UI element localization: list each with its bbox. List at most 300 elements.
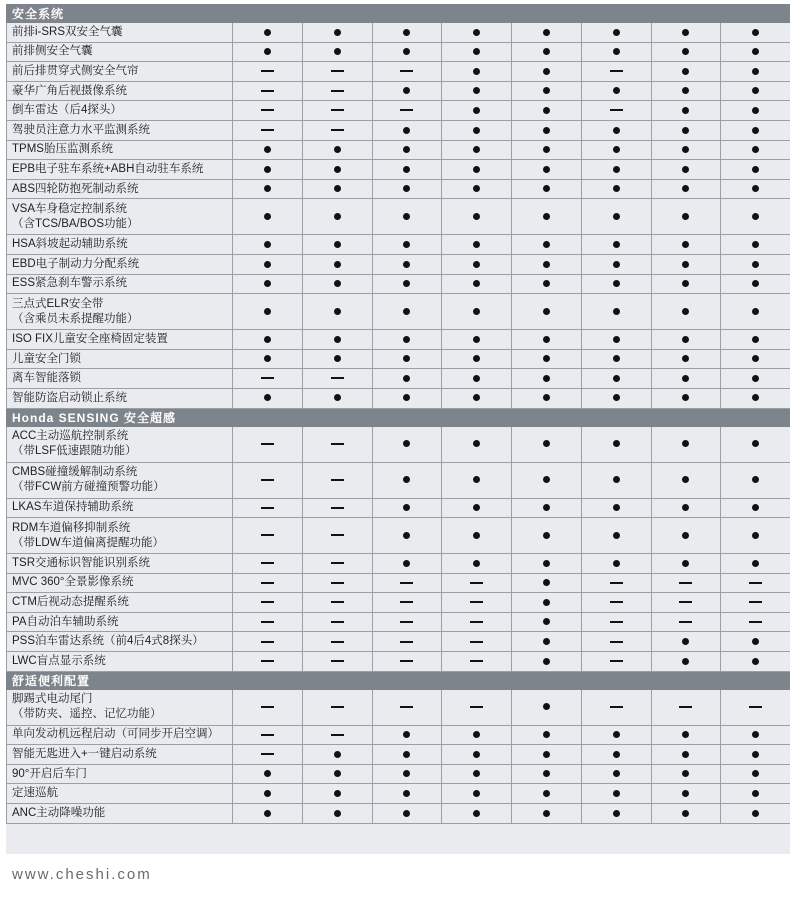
- standard-dot-icon: [473, 107, 480, 114]
- feature-name: [7, 330, 233, 350]
- not-available-dash-icon: [261, 534, 274, 536]
- trim-cell: [302, 23, 372, 43]
- spec-table: [6, 4, 790, 824]
- trim-cell: [233, 81, 303, 101]
- feature-name: [7, 652, 233, 672]
- feature-row: [7, 199, 791, 235]
- trim-cell: [302, 784, 372, 804]
- trim-cell: [302, 274, 372, 294]
- section-header: [7, 5, 791, 23]
- trim-cell: [442, 62, 512, 82]
- not-available-dash-icon: [331, 109, 344, 111]
- standard-dot-icon: [543, 560, 550, 567]
- trim-cell: [651, 23, 721, 43]
- feature-name-line: HSA斜坡起动辅助系统: [12, 238, 128, 251]
- trim-cell: [721, 160, 790, 180]
- feature-name: [7, 120, 233, 140]
- standard-dot-icon: [613, 770, 620, 777]
- trim-cell: [233, 426, 303, 462]
- standard-dot-icon: [334, 770, 341, 777]
- trim-cell: [372, 235, 442, 255]
- standard-dot-icon: [613, 166, 620, 173]
- feature-row: [7, 140, 791, 160]
- trim-cell: [302, 179, 372, 199]
- not-available-dash-icon: [331, 621, 344, 623]
- standard-dot-icon: [403, 751, 410, 758]
- standard-dot-icon: [264, 185, 271, 192]
- trim-cell: [651, 632, 721, 652]
- feature-row: [7, 725, 791, 745]
- standard-dot-icon: [752, 375, 759, 382]
- trim-cell: [721, 330, 790, 350]
- trim-cell: [581, 120, 651, 140]
- standard-dot-icon: [473, 731, 480, 738]
- feature-name: [7, 235, 233, 255]
- standard-dot-icon: [543, 29, 550, 36]
- standard-dot-icon: [682, 87, 689, 94]
- feature-name: [7, 23, 233, 43]
- trim-cell: [442, 652, 512, 672]
- standard-dot-icon: [264, 166, 271, 173]
- standard-dot-icon: [752, 87, 759, 94]
- not-available-dash-icon: [610, 706, 623, 708]
- trim-cell: [302, 349, 372, 369]
- standard-dot-icon: [403, 185, 410, 192]
- feature-name-line: LWC盲点显示系统: [12, 654, 106, 667]
- trim-cell: [372, 593, 442, 613]
- trim-cell: [302, 235, 372, 255]
- trim-cell: [302, 573, 372, 593]
- standard-dot-icon: [682, 336, 689, 343]
- feature-name-line: PSS泊车雷达系统（前4后4式8探头）: [12, 635, 204, 648]
- trim-cell: [721, 349, 790, 369]
- trim-cell: [372, 573, 442, 593]
- trim-cell: [372, 784, 442, 804]
- trim-cell: [512, 518, 582, 554]
- standard-dot-icon: [334, 308, 341, 315]
- not-available-dash-icon: [610, 70, 623, 72]
- feature-name-line: （带防夹、遥控、记忆功能）: [12, 708, 162, 721]
- trim-cell: [302, 554, 372, 574]
- trim-cell: [651, 652, 721, 672]
- not-available-dash-icon: [261, 90, 274, 92]
- standard-dot-icon: [613, 336, 620, 343]
- trim-cell: [721, 462, 790, 498]
- trim-cell: [651, 62, 721, 82]
- feature-name: [7, 426, 233, 462]
- standard-dot-icon: [473, 213, 480, 220]
- not-available-dash-icon: [331, 129, 344, 131]
- trim-cell: [721, 120, 790, 140]
- standard-dot-icon: [613, 731, 620, 738]
- trim-cell: [442, 764, 512, 784]
- trim-cell: [233, 42, 303, 62]
- trim-cell: [372, 426, 442, 462]
- standard-dot-icon: [752, 638, 759, 645]
- standard-dot-icon: [264, 280, 271, 287]
- trim-cell: [651, 518, 721, 554]
- trim-cell: [372, 254, 442, 274]
- trim-cell: [651, 101, 721, 121]
- feature-row: [7, 593, 791, 613]
- trim-cell: [651, 689, 721, 725]
- standard-dot-icon: [403, 336, 410, 343]
- not-available-dash-icon: [749, 601, 762, 603]
- trim-cell: [372, 23, 442, 43]
- standard-dot-icon: [752, 560, 759, 567]
- trim-cell: [372, 764, 442, 784]
- standard-dot-icon: [752, 440, 759, 447]
- trim-cell: [512, 101, 582, 121]
- trim-cell: [721, 689, 790, 725]
- trim-cell: [721, 593, 790, 613]
- trim-cell: [372, 294, 442, 330]
- not-available-dash-icon: [331, 377, 344, 379]
- trim-cell: [302, 632, 372, 652]
- trim-cell: [651, 554, 721, 574]
- feature-name-line: 前后排贯穿式侧安全气帘: [12, 64, 139, 77]
- trim-cell: [512, 612, 582, 632]
- feature-name: [7, 179, 233, 199]
- standard-dot-icon: [473, 394, 480, 401]
- standard-dot-icon: [752, 261, 759, 268]
- trim-cell: [442, 462, 512, 498]
- trim-cell: [651, 274, 721, 294]
- trim-cell: [233, 573, 303, 593]
- standard-dot-icon: [403, 308, 410, 315]
- standard-dot-icon: [473, 810, 480, 817]
- trim-cell: [721, 179, 790, 199]
- trim-cell: [721, 804, 790, 824]
- trim-cell: [512, 573, 582, 593]
- standard-dot-icon: [752, 770, 759, 777]
- standard-dot-icon: [403, 127, 410, 134]
- standard-dot-icon: [473, 68, 480, 75]
- trim-cell: [651, 294, 721, 330]
- trim-cell: [442, 179, 512, 199]
- trim-cell: [581, 498, 651, 518]
- not-available-dash-icon: [331, 443, 344, 445]
- trim-cell: [651, 593, 721, 613]
- trim-cell: [233, 120, 303, 140]
- not-available-dash-icon: [261, 582, 274, 584]
- trim-cell: [302, 254, 372, 274]
- standard-dot-icon: [543, 48, 550, 55]
- trim-cell: [512, 498, 582, 518]
- trim-cell: [442, 593, 512, 613]
- standard-dot-icon: [613, 375, 620, 382]
- not-available-dash-icon: [610, 641, 623, 643]
- standard-dot-icon: [543, 261, 550, 268]
- standard-dot-icon: [543, 146, 550, 153]
- standard-dot-icon: [613, 440, 620, 447]
- standard-dot-icon: [473, 336, 480, 343]
- trim-cell: [721, 23, 790, 43]
- standard-dot-icon: [473, 532, 480, 539]
- trim-cell: [651, 745, 721, 765]
- standard-dot-icon: [752, 790, 759, 797]
- standard-dot-icon: [682, 29, 689, 36]
- trim-cell: [651, 42, 721, 62]
- feature-name-line: 定速巡航: [12, 787, 58, 800]
- feature-row: [7, 294, 791, 330]
- not-available-dash-icon: [400, 641, 413, 643]
- feature-row: [7, 120, 791, 140]
- feature-name: [7, 498, 233, 518]
- feature-name: [7, 294, 233, 330]
- trim-cell: [581, 462, 651, 498]
- not-available-dash-icon: [331, 534, 344, 536]
- standard-dot-icon: [682, 790, 689, 797]
- trim-cell: [233, 294, 303, 330]
- feature-name-line: 离车智能落锁: [12, 372, 81, 385]
- standard-dot-icon: [334, 751, 341, 758]
- trim-cell: [581, 369, 651, 389]
- standard-dot-icon: [264, 29, 271, 36]
- trim-cell: [302, 42, 372, 62]
- feature-name-line: CMBS碰撞缓解制动系统: [12, 466, 138, 478]
- standard-dot-icon: [403, 280, 410, 287]
- standard-dot-icon: [752, 213, 759, 220]
- standard-dot-icon: [752, 107, 759, 114]
- trim-cell: [581, 632, 651, 652]
- trim-cell: [581, 764, 651, 784]
- feature-row: [7, 369, 791, 389]
- standard-dot-icon: [264, 790, 271, 797]
- not-available-dash-icon: [400, 601, 413, 603]
- trim-cell: [721, 498, 790, 518]
- not-available-dash-icon: [331, 479, 344, 481]
- trim-cell: [372, 612, 442, 632]
- feature-name-line: EBD电子制动力分配系统: [12, 257, 140, 270]
- trim-cell: [651, 784, 721, 804]
- feature-name: [7, 140, 233, 160]
- standard-dot-icon: [473, 261, 480, 268]
- feature-row: [7, 426, 791, 462]
- trim-cell: [721, 294, 790, 330]
- standard-dot-icon: [543, 703, 550, 710]
- feature-row: [7, 518, 791, 554]
- standard-dot-icon: [543, 241, 550, 248]
- trim-cell: [233, 784, 303, 804]
- trim-cell: [651, 179, 721, 199]
- section-title: Honda SENSING 安全超感: [7, 408, 791, 426]
- feature-name: [7, 101, 233, 121]
- trim-cell: [302, 160, 372, 180]
- feature-name: [7, 725, 233, 745]
- trim-cell: [233, 160, 303, 180]
- standard-dot-icon: [682, 166, 689, 173]
- standard-dot-icon: [682, 770, 689, 777]
- trim-cell: [372, 518, 442, 554]
- feature-name-line: 三点式ELR安全带: [12, 297, 104, 310]
- spec-sheet: [6, 4, 790, 854]
- standard-dot-icon: [682, 394, 689, 401]
- standard-dot-icon: [543, 810, 550, 817]
- feature-name-line: 豪华广角后视摄像系统: [12, 84, 127, 97]
- trim-cell: [651, 160, 721, 180]
- feature-name-line: 前排i-SRS双安全气囊: [12, 25, 123, 38]
- standard-dot-icon: [543, 440, 550, 447]
- standard-dot-icon: [682, 560, 689, 567]
- standard-dot-icon: [403, 560, 410, 567]
- standard-dot-icon: [334, 29, 341, 36]
- feature-name-line: 儿童安全门锁: [12, 352, 81, 365]
- trim-cell: [512, 62, 582, 82]
- trim-cell: [581, 294, 651, 330]
- standard-dot-icon: [613, 504, 620, 511]
- not-available-dash-icon: [261, 129, 274, 131]
- trim-cell: [512, 369, 582, 389]
- not-available-dash-icon: [261, 377, 274, 379]
- feature-name: [7, 42, 233, 62]
- trim-cell: [372, 179, 442, 199]
- feature-name: [7, 254, 233, 274]
- standard-dot-icon: [613, 29, 620, 36]
- not-available-dash-icon: [331, 562, 344, 564]
- trim-cell: [372, 462, 442, 498]
- standard-dot-icon: [403, 213, 410, 220]
- feature-name: [7, 81, 233, 101]
- standard-dot-icon: [264, 261, 271, 268]
- standard-dot-icon: [682, 280, 689, 287]
- feature-name-line: 智能防盗启动锁止系统: [12, 391, 127, 404]
- trim-cell: [442, 23, 512, 43]
- trim-cell: [721, 254, 790, 274]
- trim-cell: [372, 689, 442, 725]
- not-available-dash-icon: [261, 479, 274, 481]
- standard-dot-icon: [543, 790, 550, 797]
- trim-cell: [512, 745, 582, 765]
- trim-cell: [442, 518, 512, 554]
- trim-cell: [442, 254, 512, 274]
- trim-cell: [651, 254, 721, 274]
- standard-dot-icon: [682, 658, 689, 665]
- trim-cell: [581, 573, 651, 593]
- standard-dot-icon: [752, 532, 759, 539]
- feature-name: [7, 745, 233, 765]
- trim-cell: [721, 554, 790, 574]
- trim-cell: [233, 612, 303, 632]
- trim-cell: [233, 632, 303, 652]
- trim-cell: [442, 274, 512, 294]
- standard-dot-icon: [473, 48, 480, 55]
- trim-cell: [372, 388, 442, 408]
- trim-cell: [302, 689, 372, 725]
- feature-name-line: 90°开启后车门: [12, 767, 87, 780]
- feature-name-line: （含TCS/BA/BOS功能）: [12, 217, 139, 230]
- not-available-dash-icon: [331, 90, 344, 92]
- trim-cell: [442, 81, 512, 101]
- standard-dot-icon: [752, 355, 759, 362]
- trim-cell: [581, 140, 651, 160]
- trim-cell: [512, 652, 582, 672]
- standard-dot-icon: [543, 770, 550, 777]
- trim-cell: [512, 254, 582, 274]
- trim-cell: [233, 140, 303, 160]
- trim-cell: [302, 369, 372, 389]
- feature-row: [7, 498, 791, 518]
- feature-name-line: 前排侧安全气囊: [12, 45, 93, 58]
- not-available-dash-icon: [400, 109, 413, 111]
- standard-dot-icon: [473, 375, 480, 382]
- trim-cell: [233, 369, 303, 389]
- feature-name: [7, 612, 233, 632]
- trim-cell: [233, 388, 303, 408]
- trim-cell: [233, 349, 303, 369]
- feature-row: [7, 764, 791, 784]
- trim-cell: [302, 426, 372, 462]
- trim-cell: [581, 235, 651, 255]
- standard-dot-icon: [334, 146, 341, 153]
- standard-dot-icon: [543, 213, 550, 220]
- trim-cell: [512, 23, 582, 43]
- trim-cell: [721, 426, 790, 462]
- standard-dot-icon: [543, 185, 550, 192]
- standard-dot-icon: [264, 308, 271, 315]
- standard-dot-icon: [403, 810, 410, 817]
- trim-cell: [721, 573, 790, 593]
- trim-cell: [721, 101, 790, 121]
- trim-cell: [581, 62, 651, 82]
- not-available-dash-icon: [470, 641, 483, 643]
- trim-cell: [302, 593, 372, 613]
- feature-name-line: CTM后视动态提醒系统: [12, 596, 129, 609]
- standard-dot-icon: [543, 394, 550, 401]
- standard-dot-icon: [752, 166, 759, 173]
- trim-cell: [721, 725, 790, 745]
- standard-dot-icon: [334, 790, 341, 797]
- trim-cell: [651, 235, 721, 255]
- trim-cell: [581, 199, 651, 235]
- standard-dot-icon: [613, 532, 620, 539]
- feature-name: [7, 388, 233, 408]
- standard-dot-icon: [334, 394, 341, 401]
- standard-dot-icon: [543, 504, 550, 511]
- feature-name-line: ABS四轮防抱死制动系统: [12, 182, 139, 195]
- feature-name: [7, 784, 233, 804]
- trim-cell: [302, 498, 372, 518]
- standard-dot-icon: [543, 87, 550, 94]
- trim-cell: [721, 274, 790, 294]
- standard-dot-icon: [334, 261, 341, 268]
- trim-cell: [581, 254, 651, 274]
- trim-cell: [302, 725, 372, 745]
- feature-name-line: LKAS车道保持辅助系统: [12, 501, 134, 514]
- feature-name-line: （带FCW前方碰撞预警功能）: [12, 481, 165, 493]
- trim-cell: [721, 518, 790, 554]
- standard-dot-icon: [752, 658, 759, 665]
- trim-cell: [302, 199, 372, 235]
- trim-cell: [233, 199, 303, 235]
- trim-cell: [372, 330, 442, 350]
- standard-dot-icon: [682, 751, 689, 758]
- feature-name: [7, 573, 233, 593]
- not-available-dash-icon: [331, 660, 344, 662]
- standard-dot-icon: [334, 280, 341, 287]
- standard-dot-icon: [613, 127, 620, 134]
- trim-cell: [372, 62, 442, 82]
- trim-cell: [721, 388, 790, 408]
- standard-dot-icon: [403, 166, 410, 173]
- trim-cell: [442, 160, 512, 180]
- not-available-dash-icon: [679, 621, 692, 623]
- feature-row: [7, 349, 791, 369]
- trim-cell: [442, 498, 512, 518]
- feature-name: [7, 369, 233, 389]
- trim-cell: [442, 199, 512, 235]
- trim-cell: [442, 689, 512, 725]
